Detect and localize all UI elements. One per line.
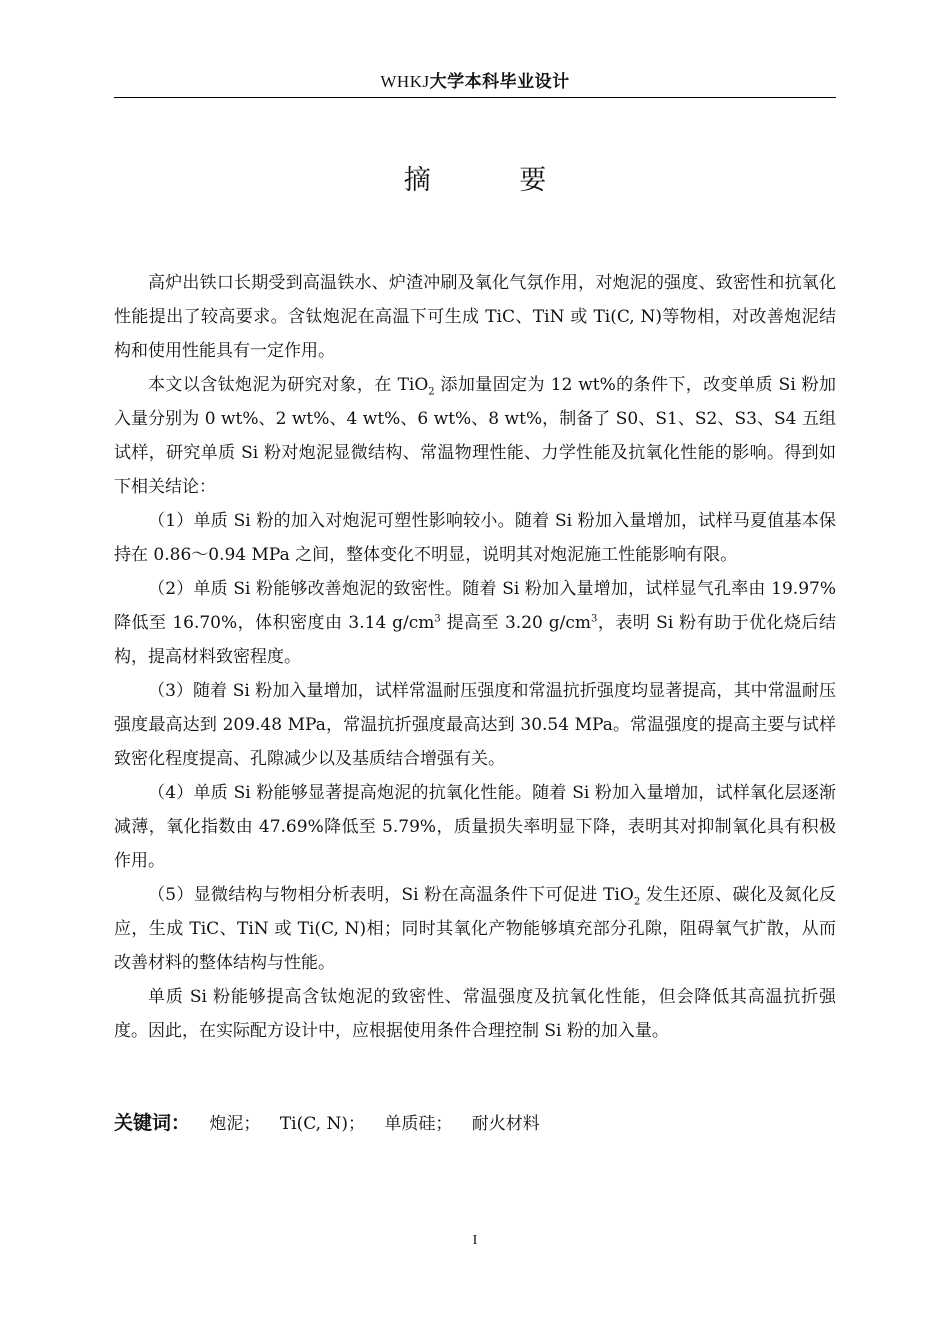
page-header [114, 70, 836, 94]
paragraph-conclusion-3: （3）随着 Si 粉加入量增加，试样常温耐压强度和常温抗折强度均显著提高，其中常温耐压强度最高达到 209.48 MPa，常温抗折强度最高达到 30.54 MPa。常温强度的提高主要与试样致密化程度提高、孔隙减少以及基质结合增强有关。 [114, 681, 836, 769]
keyword-item: 耐火材料 [471, 1114, 540, 1134]
keyword-item: 炮泥； [209, 1114, 261, 1134]
keyword-item: 单质硅； [384, 1114, 453, 1134]
page-number: I [472, 1233, 478, 1248]
keywords-label: 关键词： [114, 1112, 191, 1134]
abstract-title: 摘 要 [403, 165, 587, 196]
keywords-line [114, 1106, 836, 1141]
keyword-item: Ti(C, N)； [279, 1114, 365, 1134]
paragraph-summary: 单质 Si 粉能够提高含钛炮泥的致密性、常温强度及抗氧化性能，但会降低其高温抗折强度。因此，在实际配方设计中，应根据使用条件合理控制 Si 粉的加入量。 [114, 987, 836, 1041]
header-title: 大学本科毕业设计 [429, 72, 570, 92]
paragraph-background: 高炉出铁口长期受到高温铁水、炉渣冲刷及氧化气氛作用，对炮泥的强度、致密性和抗氧化性能提出了较高要求。含钛炮泥在高温下可生成 TiC、TiN 或 Ti(C, N)等物相，对改善炮泥结构和使用性能具有一定作用。 [114, 273, 836, 361]
header-school-code: WHKJ [380, 72, 430, 91]
paragraph-conclusion-1: （1）单质 Si 粉的加入对炮泥可塑性影响较小。随着 Si 粉加入量增加，试样马夏值基本保持在 0.86～0.94 MPa 之间，整体变化不明显，说明其对炮泥施工性能影响有限。 [114, 511, 836, 565]
paragraph-method: 本文以含钛炮泥为研究对象，在 TiO$_2$ 添加量固定为 12 wt%的条件下，改变单质 Si 粉加入量分别为 0 wt%、2 wt%、4 wt%、6 wt%、8 wt%，制备了 S0、S1、S2、S3、S4 五组试样，研究单质 Si 粉对炮泥显微结构、常温物理性能、力学性能及抗氧化性能的影响。得到如下相关结论： [114, 375, 836, 497]
paragraph-conclusion-4: （4）单质 Si 粉能够显著提高炮泥的抗氧化性能。随着 Si 粉加入量增加，试样氧化层逐渐减薄，氧化指数由 47.69%降低至 5.79%，质量损失率明显下降，表明其对抑制氧化具有积极作用。 [114, 783, 836, 871]
header-divider [114, 97, 836, 98]
abstract-body [114, 266, 836, 1048]
paragraph-conclusion-2: （2）单质 Si 粉能够改善炮泥的致密性。随着 Si 粉加入量增加，试样显气孔率由 19.97%降低至 16.70%，体积密度由 3.14 $g/cm^3$ 提高至 3.20 $g/cm^3$，表明 Si 粉有助于优化烧后结构，提高材料致密程度。 [114, 579, 836, 667]
paragraph-conclusion-5: （5）显微结构与物相分析表明，Si 粉在高温条件下可促进 TiO$_2$ 发生还原、碳化及氮化反应，生成 TiC、TiN 或 Ti(C, N)相；同时其氧化产物能够填充部分孔隙，阻碍氧气扩散，从而改善材料的整体结构与性能。 [114, 885, 837, 973]
